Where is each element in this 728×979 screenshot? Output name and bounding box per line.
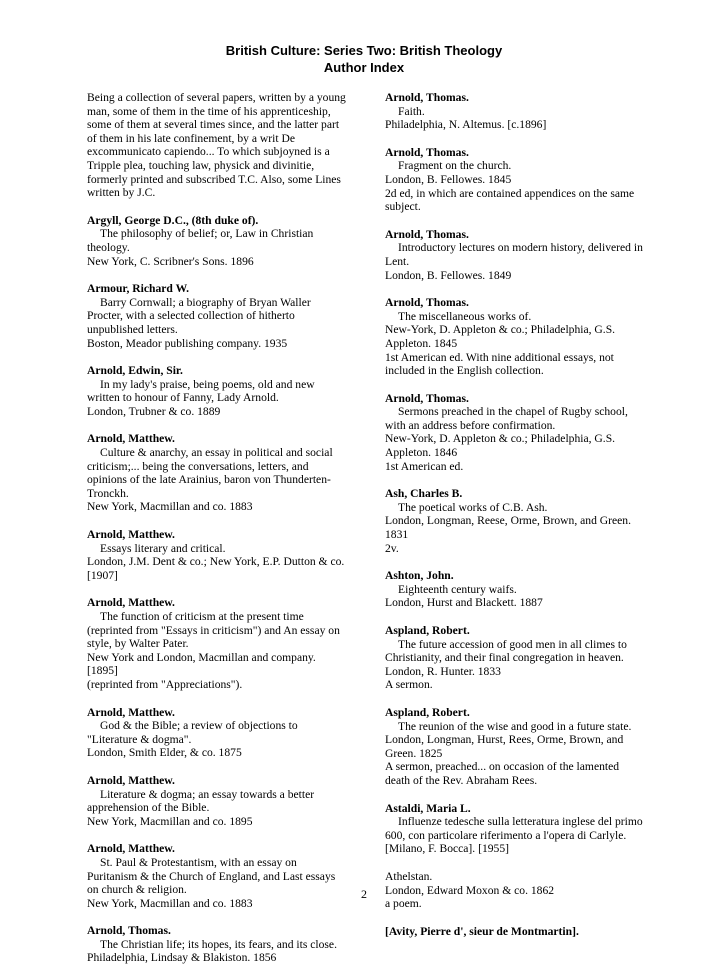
work-title: Faith.	[398, 104, 425, 118]
publication-line: 2v.	[385, 541, 399, 555]
work-title: The philosophy of belief; or, Law in Christian theology.	[87, 227, 314, 254]
publication-line: Philadelphia, Lindsay & Blakiston. 1856	[87, 951, 277, 965]
publication-line: New-York, D. Appleton & co.; Philadelphia, G.S. Appleton. 1845	[385, 323, 616, 350]
publication-line: New York, Macmillan and co. 1883	[87, 500, 253, 514]
publication-line: New York, C. Scribner's Sons. 1896	[87, 254, 254, 268]
publication-line: London, Longman, Reese, Orme, Brown, and Green. 1831	[385, 514, 631, 542]
publication-line: A sermon, preached... on occasion of the lamented death of the Rev. Abraham Rees.	[385, 760, 620, 787]
index-entry	[385, 487, 647, 555]
publication-line: Being a collection of several papers, written by a young man, some of them in the time of his apprenticeship, some of them at several times since, and the latter part of them in his late confinement, by a writ De excommunicato capiendo... To which subjoyned is a Tripple plea, touching law, physick and divinitie, formerly printed and subscribed T.C. Also, some Lines written by J.C.	[87, 91, 346, 200]
author-heading: [Avity, Pierre d', sieur de Montmartin].	[385, 924, 579, 938]
left-column	[87, 91, 349, 979]
work-title: In my lady's praise, being poems, old and new written to honour of Fanny, Lady Arnold.	[87, 377, 315, 405]
page-header	[0, 42, 728, 76]
page-number: 2	[361, 887, 367, 901]
author-heading: Arnold, Thomas.	[385, 145, 469, 159]
publication-line: London, Edward Moxon & co. 1862	[385, 883, 555, 897]
index-entry	[87, 596, 349, 691]
work-title: Culture & anarchy, an essay in political and social criticism;... being the conversations, letters, and opinions of the late Arainius, baron von Thunderten-Tronckh.	[87, 446, 333, 500]
work-title: Essays literary and critical.	[100, 541, 226, 555]
work-title: Literature & dogma; an essay towards a better apprehension of the Bible.	[87, 787, 315, 815]
author-heading: Ashton, John.	[385, 569, 454, 583]
work-title: The future accession of good men in all climes to Christianity, and their final congregation in heaven.	[385, 637, 627, 665]
author-heading: Arnold, Matthew.	[87, 432, 175, 446]
author-heading: Arnold, Thomas.	[385, 391, 469, 405]
author-heading: Arnold, Thomas.	[87, 924, 171, 938]
publication-line: London, B. Fellowes. 1845	[385, 172, 512, 186]
series-title: British Culture: Series Two: British Theology	[225, 43, 503, 58]
work-title: God & the Bible; a review of objections to "Literature & dogma".	[87, 719, 298, 746]
author-heading: Arnold, Matthew.	[87, 773, 175, 787]
work-title: Barry Cornwall; a biography of Bryan Waller Procter, with a selected collection of hitherto unpublished letters.	[87, 295, 311, 336]
work-title: The poetical works of C.B. Ash.	[398, 500, 548, 514]
index-entry	[87, 282, 349, 350]
publication-line: New York, Macmillan and co. 1883	[87, 896, 253, 910]
publication-line: 1st American ed. With nine additional essays, not included in the English collection.	[385, 350, 614, 378]
work-title: Eighteenth century waifs.	[398, 582, 517, 596]
work-title: Influenze tedesche sulla letteratura inglese del primo 600, con particolare riferimento a l'opera di Carlyle.	[385, 815, 643, 842]
index-title: Author Index	[323, 60, 405, 75]
publication-line: London, B. Fellowes. 1849	[385, 268, 512, 282]
publication-line: London, Trubner & co. 1889	[87, 404, 221, 418]
index-entry	[385, 802, 647, 856]
author-heading: Aspland, Robert.	[385, 624, 470, 637]
publication-line: Philadelphia, N. Altemus. [c.1896]	[385, 118, 547, 132]
index-entry	[385, 146, 647, 214]
author-heading: Arnold, Matthew.	[87, 705, 175, 719]
publication-line: [Milano, F. Bocca]. [1955]	[385, 842, 509, 856]
publication-line: London, R. Hunter. 1833	[385, 664, 501, 678]
index-entry	[87, 432, 349, 514]
author-heading: Argyll, George D.C., (8th duke of).	[87, 213, 259, 227]
index-entry	[87, 214, 349, 268]
index-entry	[385, 925, 647, 939]
work-title: Sermons preached in the chapel of Rugby school, with an address before confirmation.	[385, 405, 628, 432]
publication-line: London, Longman, Hurst, Rees, Orme, Brown, and Green. 1825	[385, 733, 624, 760]
index-entry	[87, 364, 349, 418]
publication-line: (reprinted from "Appreciations").	[87, 677, 243, 691]
publication-line: New-York, D. Appleton & co.; Philadelphia, G.S. Appleton. 1846	[385, 432, 616, 460]
author-heading: Armour, Richard W.	[87, 282, 189, 296]
work-title: The function of criticism at the present time (reprinted from "Essays in criticism") and An essay on style, by Walter Pater.	[87, 610, 340, 651]
publication-line: London, Hurst and Blackett. 1887	[385, 596, 543, 610]
work-title: The reunion of the wise and good in a future state.	[398, 719, 632, 733]
author-heading: Arnold, Matthew.	[87, 842, 175, 856]
work-title: Fragment on the church.	[398, 159, 512, 173]
author-heading: Ash, Charles B.	[385, 487, 463, 501]
index-entry	[385, 392, 647, 474]
index-entry	[385, 91, 647, 132]
index-entry	[385, 624, 647, 692]
publication-line: London, J.M. Dent & co.; New York, E.P. Dutton & co. [1907]	[87, 555, 345, 582]
publication-line: London, Smith Elder, & co. 1875	[87, 746, 242, 760]
work-title: The Christian life; its hopes, its fears, and its close.	[100, 937, 337, 951]
publication-line: a poem.	[385, 897, 422, 911]
index-entry	[87, 91, 349, 200]
index-entry	[87, 528, 349, 582]
author-heading: Arnold, Thomas.	[385, 227, 469, 241]
work-title: Introductory lectures on modern history, delivered in Lent.	[385, 241, 643, 268]
publication-line: Boston, Meador publishing company. 1935	[87, 336, 288, 350]
publication-line: A sermon.	[385, 678, 433, 692]
work-title: St. Paul & Protestantism, with an essay on Puritanism & the Church of England, and Last essays on church & religion.	[87, 855, 336, 897]
index-entry	[385, 706, 647, 788]
right-column	[385, 91, 647, 952]
publication-line: 2d ed, in which are contained appendices on the same subject.	[385, 186, 635, 214]
author-heading: Arnold, Thomas.	[385, 91, 469, 104]
index-entry	[87, 924, 349, 965]
publication-line: 1st American ed.	[385, 459, 464, 473]
index-entry	[385, 296, 647, 378]
author-heading: Arnold, Thomas.	[385, 296, 469, 310]
publication-line: Athelstan.	[385, 869, 433, 883]
work-title: The miscellaneous works of.	[398, 309, 532, 323]
index-entry	[385, 569, 647, 610]
author-heading: Arnold, Edwin, Sir.	[87, 364, 183, 378]
author-heading: Arnold, Matthew.	[87, 596, 175, 610]
author-heading: Arnold, Matthew.	[87, 528, 175, 542]
publication-line: New York, Macmillan and co. 1895	[87, 814, 253, 828]
author-heading: Astaldi, Maria L.	[385, 801, 471, 815]
author-heading: Aspland, Robert.	[385, 705, 470, 719]
index-entry	[87, 774, 349, 828]
index-entry	[385, 228, 647, 282]
publication-line: New York and London, Macmillan and company. [1895]	[87, 650, 316, 678]
index-entry	[87, 706, 349, 760]
